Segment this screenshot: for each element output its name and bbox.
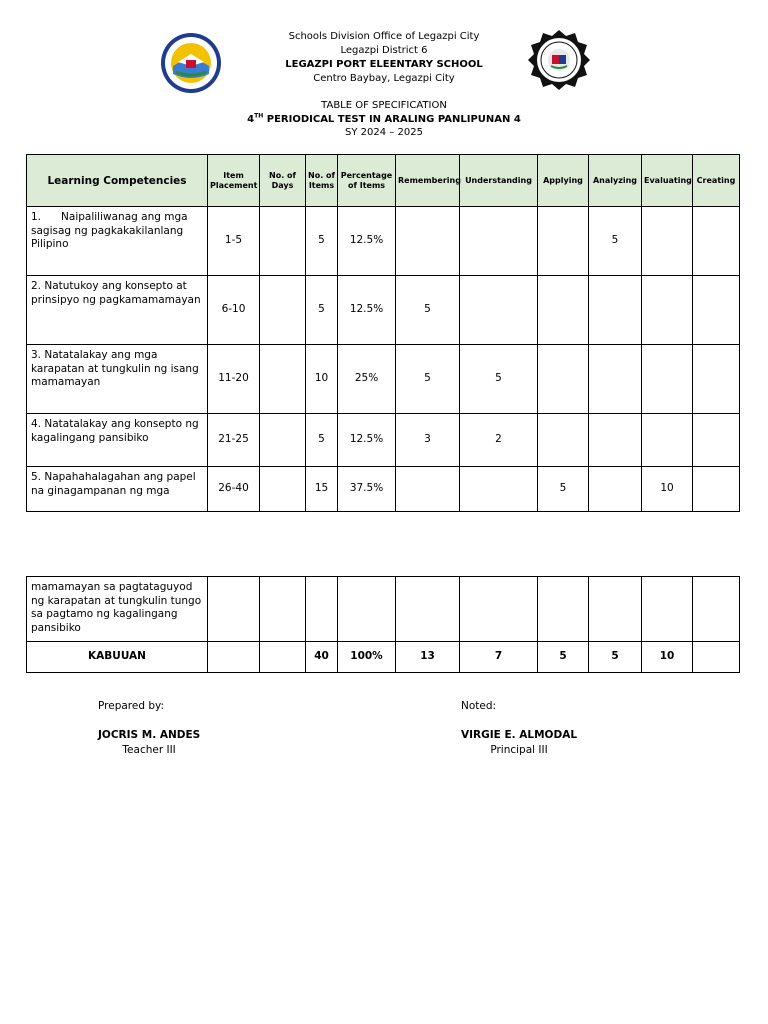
competency-cell: 1. Naipaliliwanag ang mga sagisag ng pagkakakilanlang Pilipino bbox=[27, 207, 208, 276]
document-title: TABLE OF SPECIFICATION bbox=[321, 100, 447, 111]
applying-cell bbox=[538, 276, 589, 345]
header-applying: Applying bbox=[538, 155, 589, 207]
items-cell: 5 bbox=[306, 414, 338, 467]
creating-cell bbox=[693, 414, 740, 467]
analyzing-cell bbox=[589, 414, 642, 467]
remembering-cell: 5 bbox=[396, 345, 460, 414]
approver-block bbox=[461, 728, 577, 758]
total-row bbox=[27, 642, 740, 673]
creating-cell bbox=[693, 207, 740, 276]
remembering-cell bbox=[396, 207, 460, 276]
percentage-cell: 25% bbox=[338, 345, 396, 414]
evaluating-cell bbox=[642, 345, 693, 414]
header-creating: Creating bbox=[693, 155, 740, 207]
understanding-cell bbox=[460, 276, 538, 345]
preparer-name: JOCRIS M. ANDES bbox=[98, 729, 201, 741]
understanding-cell: 2 bbox=[460, 414, 538, 467]
applying-cell bbox=[538, 577, 589, 642]
understanding-cell bbox=[460, 467, 538, 512]
table-row bbox=[27, 207, 740, 276]
total-remembering: 13 bbox=[396, 642, 460, 673]
competency-cell: 5. Napahahalagahan ang papel na ginagampanan ng mga bbox=[27, 467, 208, 512]
remembering-cell bbox=[396, 577, 460, 642]
days-cell bbox=[260, 467, 306, 512]
remembering-cell: 3 bbox=[396, 414, 460, 467]
total-percentage: 100% bbox=[338, 642, 396, 673]
days-cell bbox=[260, 345, 306, 414]
applying-cell bbox=[538, 345, 589, 414]
header-percentage: Percentage of Items bbox=[338, 155, 396, 207]
division-office: Schools Division Office of Legazpi City bbox=[288, 31, 480, 42]
school-year: SY 2024 – 2025 bbox=[345, 127, 423, 138]
analyzing-cell bbox=[589, 577, 642, 642]
total-label: KABUUAN bbox=[27, 642, 208, 673]
specification-table-continued bbox=[26, 576, 740, 673]
evaluating-cell bbox=[642, 577, 693, 642]
total-days bbox=[260, 642, 306, 673]
creating-cell bbox=[693, 467, 740, 512]
header-remembering: Remembering bbox=[396, 155, 460, 207]
items-cell: 5 bbox=[306, 276, 338, 345]
days-cell bbox=[260, 207, 306, 276]
understanding-cell bbox=[460, 207, 538, 276]
percentage-cell: 12.5% bbox=[338, 414, 396, 467]
creating-cell bbox=[693, 276, 740, 345]
applying-cell: 5 bbox=[538, 467, 589, 512]
total-analyzing: 5 bbox=[589, 642, 642, 673]
remembering-cell bbox=[396, 467, 460, 512]
noted-block bbox=[461, 699, 496, 714]
items-cell: 15 bbox=[306, 467, 338, 512]
analyzing-cell bbox=[589, 276, 642, 345]
table-row bbox=[27, 414, 740, 467]
placement-cell: 6-10 bbox=[208, 276, 260, 345]
percentage-cell: 12.5% bbox=[338, 207, 396, 276]
competency-cell: 3. Natatalakay ang mga karapatan at tungkulin ng isang mamamayan bbox=[27, 345, 208, 414]
placement-cell: 11-20 bbox=[208, 345, 260, 414]
table-row bbox=[27, 345, 740, 414]
school-address: Centro Baybay, Legazpi City bbox=[313, 73, 455, 84]
days-cell bbox=[260, 577, 306, 642]
understanding-cell: 5 bbox=[460, 345, 538, 414]
header-learning-competencies: Learning Competencies bbox=[27, 155, 208, 207]
items-cell: 10 bbox=[306, 345, 338, 414]
applying-cell bbox=[538, 207, 589, 276]
district-name: Legazpi District 6 bbox=[340, 45, 428, 56]
preparer-block bbox=[98, 728, 200, 758]
percentage-cell: 37.5% bbox=[338, 467, 396, 512]
understanding-cell bbox=[460, 577, 538, 642]
creating-cell bbox=[693, 577, 740, 642]
days-cell bbox=[260, 414, 306, 467]
letterhead bbox=[0, 30, 768, 86]
placement-cell: 1-5 bbox=[208, 207, 260, 276]
preparer-title: Teacher III bbox=[122, 744, 176, 756]
header-evaluating: Evaluating bbox=[642, 155, 693, 207]
noted-label: Noted: bbox=[461, 700, 497, 712]
header-no-of-days: No. of Days bbox=[260, 155, 306, 207]
test-title bbox=[0, 113, 768, 127]
total-applying: 5 bbox=[538, 642, 589, 673]
table-row bbox=[27, 276, 740, 345]
remembering-cell: 5 bbox=[396, 276, 460, 345]
applying-cell bbox=[538, 414, 589, 467]
percentage-cell: 12.5% bbox=[338, 276, 396, 345]
document-titles bbox=[0, 99, 768, 140]
prepared-by-label: Prepared by: bbox=[98, 700, 164, 712]
competency-cell: 4. Natatalakay ang konsepto ng kagalingang pansibiko bbox=[27, 414, 208, 467]
percentage-cell bbox=[338, 577, 396, 642]
table-header-row bbox=[27, 155, 740, 207]
analyzing-cell bbox=[589, 467, 642, 512]
test-title-text: PERIODICAL TEST IN ARALING PANLIPUNAN 4 bbox=[263, 113, 521, 125]
test-number-suffix: TH bbox=[254, 112, 264, 120]
placement-cell: 21-25 bbox=[208, 414, 260, 467]
competency-cell: mamamayan sa pagtataguyod ng karapatan at tungkulin tungo sa pagtamo ng kagalingang pansibiko bbox=[27, 577, 208, 642]
total-creating bbox=[693, 642, 740, 673]
total-items: 40 bbox=[306, 642, 338, 673]
prepared-by-block bbox=[98, 699, 164, 714]
table-row bbox=[27, 577, 740, 642]
header-no-of-items: No. of Items bbox=[306, 155, 338, 207]
evaluating-cell bbox=[642, 207, 693, 276]
total-evaluating: 10 bbox=[642, 642, 693, 673]
analyzing-cell bbox=[589, 345, 642, 414]
approver-name: VIRGIE E. ALMODAL bbox=[461, 729, 578, 741]
placement-cell: 26-40 bbox=[208, 467, 260, 512]
days-cell bbox=[260, 276, 306, 345]
table-row bbox=[27, 467, 740, 512]
specification-table bbox=[26, 154, 740, 512]
header-understanding: Understanding bbox=[460, 155, 538, 207]
placement-cell bbox=[208, 577, 260, 642]
evaluating-cell: 10 bbox=[642, 467, 693, 512]
competency-cell: 2. Natutukoy ang konsepto at prinsipyo ng pagkamamamayan bbox=[27, 276, 208, 345]
analyzing-cell: 5 bbox=[589, 207, 642, 276]
total-understanding: 7 bbox=[460, 642, 538, 673]
items-cell: 5 bbox=[306, 207, 338, 276]
items-cell bbox=[306, 577, 338, 642]
school-name: LEGAZPI PORT ELEENTARY SCHOOL bbox=[285, 59, 483, 70]
test-number: 4 bbox=[247, 113, 255, 125]
total-placement bbox=[208, 642, 260, 673]
header-item-placement: Item Placement bbox=[208, 155, 260, 207]
approver-title: Principal III bbox=[490, 744, 548, 756]
header-analyzing: Analyzing bbox=[589, 155, 642, 207]
evaluating-cell bbox=[642, 414, 693, 467]
creating-cell bbox=[693, 345, 740, 414]
evaluating-cell bbox=[642, 276, 693, 345]
